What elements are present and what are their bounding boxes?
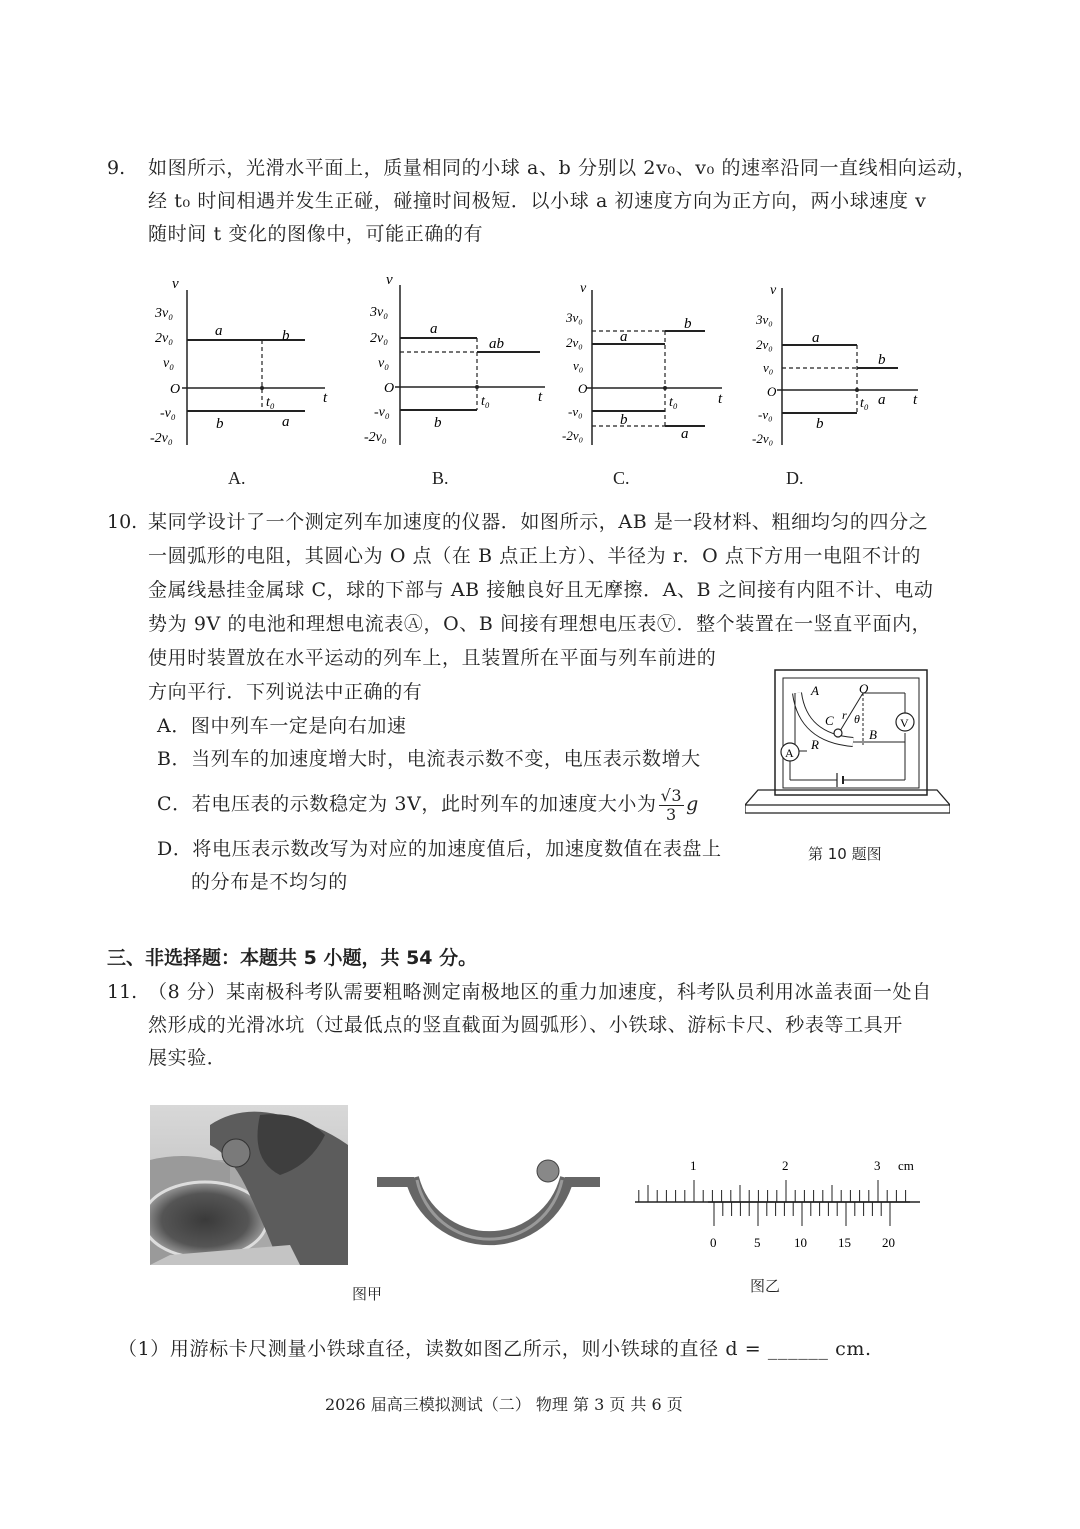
graph-c-label-b2: b xyxy=(620,412,628,428)
graph-d-t: t xyxy=(913,392,918,408)
graph-b-tick-2v0: 2v₀ xyxy=(370,331,389,346)
q11-line-3: 展实验． xyxy=(148,1047,227,1069)
graph-c-t: t xyxy=(718,391,723,407)
graph-b-v: v xyxy=(386,272,393,288)
graph-a-option-label: A. xyxy=(228,468,246,488)
q10-line-5: 使用时装置放在水平运动的列车上，且装置所在平面与列车前进的 xyxy=(148,647,717,669)
vernier-label: 5 xyxy=(754,1235,761,1250)
q10-number: 10. xyxy=(107,511,138,533)
fig10-label-c: C xyxy=(825,713,834,728)
section-3-title: 三、非选择题：本题共 5 小题，共 54 分。 xyxy=(107,947,478,969)
q11-line-1: （8 分）某南极科考队需要粗略测定南极地区的重力加速度，科考队员利用冰盖表面一处自 xyxy=(148,981,932,1003)
graph-a-tick-3v0: 3v₀ xyxy=(155,306,174,321)
q10-option-c-fraction xyxy=(659,787,685,824)
graph-c-tick-2v0: 2v₀ xyxy=(566,335,583,350)
main-scale-unit: cm xyxy=(898,1158,914,1173)
ammeter-label: A xyxy=(785,746,794,760)
q10-figure xyxy=(745,665,950,835)
graph-d-tick-neg-2v0: -2v₀ xyxy=(752,431,774,446)
q10-option-c-g: g xyxy=(686,793,699,815)
graph-c-tick-neg-2v0: -2v₀ xyxy=(562,428,584,443)
ice-pit-photo xyxy=(150,1105,348,1265)
vernier-label: 15 xyxy=(838,1235,851,1250)
q10-option-d-2: 的分布是不均匀的 xyxy=(191,871,348,893)
graph-b-tick-v0: v₀ xyxy=(378,356,390,371)
q10-option-b: B．当列车的加速度增大时，电流表示数不变，电压表示数增大 xyxy=(157,748,701,770)
q9-line-3: 随时间 t 变化的图像中，可能正确的有 xyxy=(148,223,484,245)
fraction-numerator: √3 xyxy=(660,785,683,805)
graph-b-tick-o: O xyxy=(384,381,395,396)
graph-a-tick-neg-v0: -v₀ xyxy=(160,406,176,421)
graph-d-tick-v0: v₀ xyxy=(763,360,774,375)
fig-a-caption: 图甲 xyxy=(352,1285,383,1303)
graph-b-option-label: B. xyxy=(432,468,449,488)
graph-a xyxy=(150,276,328,446)
main-scale-label: 2 xyxy=(782,1158,789,1173)
graph-b-t: t xyxy=(538,389,543,405)
fig10-label-r-resistor: R xyxy=(811,737,819,752)
q10-figure-caption: 第 10 题图 xyxy=(808,845,882,863)
graph-d xyxy=(752,283,918,446)
fig10-label-o: O xyxy=(859,681,869,696)
q10-line-4: 势为 9V 的电池和理想电流表Ⓐ，O、B 间接有理想电压表Ⓥ．整个装置在一竖直平面内， xyxy=(148,613,932,635)
graph-b-label-a: a xyxy=(430,321,438,337)
fig10-label-b: B xyxy=(869,727,877,742)
graph-a-t: t xyxy=(323,390,328,406)
q11-number: 11. xyxy=(107,981,138,1003)
graph-a-v: v xyxy=(172,276,179,292)
graph-d-option-label: D. xyxy=(786,468,804,488)
graph-a-label-b2: b xyxy=(216,416,224,432)
graph-a-tick-2v0: 2v₀ xyxy=(155,331,174,346)
pit-cross-section xyxy=(372,1155,607,1255)
graph-d-tick-neg-v0: -v₀ xyxy=(758,407,773,422)
q11-line-2: 然形成的光滑冰坑（过最低点的竖直截面为圆弧形）、小铁球、游标卡尺、秒表等工具开 xyxy=(148,1014,903,1036)
page-footer: 2026 届高三模拟测试（二） 物理 第 3 页 共 6 页 xyxy=(325,1395,683,1414)
graph-c-tick-v0: v₀ xyxy=(573,358,584,373)
q10-option-c xyxy=(157,782,699,826)
graph-c-v: v xyxy=(580,281,587,296)
graph-d-label-b1: b xyxy=(878,352,886,368)
graph-d-t0: t₀ xyxy=(860,396,869,411)
graph-d-tick-2v0: 2v₀ xyxy=(756,337,773,352)
graph-a-tick-v0: v₀ xyxy=(163,356,175,371)
graph-c-tick-o: O xyxy=(578,381,588,396)
main-scale-label: 3 xyxy=(874,1158,881,1173)
graph-b-tick-neg-v0: -v₀ xyxy=(374,405,390,420)
graph-b xyxy=(364,272,545,445)
vernier-caliper[interactable] xyxy=(630,1150,930,1260)
main-scale-label: 1 xyxy=(690,1158,697,1173)
q10-line-6: 方向平行．下列说法中正确的有 xyxy=(148,681,423,703)
q10-line-1: 某同学设计了一个测定列车加速度的仪器．如图所示，AB 是一段材料、粗细均匀的四分之 xyxy=(148,511,929,533)
graph-d-tick-3v0: 3v₀ xyxy=(756,312,773,327)
graph-c-label-a2: a xyxy=(681,426,689,442)
q10-option-d-1: D．将电压表示数改写为对应的加速度值后，加速度数值在表盘上 xyxy=(157,838,722,860)
graph-c-tick-3v0: 3v₀ xyxy=(566,310,583,325)
vernier-label: 0 xyxy=(710,1235,717,1250)
graph-b-t0: t₀ xyxy=(481,394,490,409)
fig10-label-theta: θ xyxy=(854,712,860,726)
graph-a-label-a1: a xyxy=(215,323,223,339)
q10-option-c-text: C．若电压表的示数稳定为 3V，此时列车的加速度大小为 xyxy=(157,793,657,815)
graph-a-tick-o: O xyxy=(170,382,181,397)
fig10-label-r: r xyxy=(842,708,847,722)
fig-b-caption: 图乙 xyxy=(750,1277,781,1295)
q9-graphs xyxy=(0,270,1080,500)
graph-c-t0: t₀ xyxy=(669,395,678,410)
q11-sub-1: （1）用游标卡尺测量小铁球直径，读数如图乙所示，则小铁球的直径 d = ______ cm. xyxy=(118,1338,872,1360)
graph-a-t0: t₀ xyxy=(266,395,275,410)
graph-d-tick-o: O xyxy=(767,384,777,399)
graph-d-label-a2: a xyxy=(878,392,886,408)
graph-d-v: v xyxy=(770,283,777,298)
graph-b-tick-neg-2v0: -2v₀ xyxy=(364,430,387,445)
graph-c-tick-neg-v0: -v₀ xyxy=(568,404,583,419)
voltmeter-label: V xyxy=(900,716,909,730)
graph-d-label-b2: b xyxy=(816,416,824,432)
q9-line-2: 经 t₀ 时间相遇并发生正碰，碰撞时间极短．以小球 a 初速度方向为正方向，两小球速度 v xyxy=(148,190,927,212)
graph-b-tick-3v0: 3v₀ xyxy=(370,305,389,320)
graph-d-label-a1: a xyxy=(812,330,820,346)
graph-c-option-label: C. xyxy=(613,468,630,488)
q9-line-1: 如图所示，光滑水平面上，质量相同的小球 a、b 分别以 2v₀、v₀ 的速率沿同一直线相向运动， xyxy=(148,157,977,179)
q10-line-3: 金属线悬挂金属球 C，球的下部与 AB 接触良好且无摩擦．A、B 之间接有内阻不计、电动 xyxy=(148,579,934,601)
vernier-label: 10 xyxy=(794,1235,807,1250)
graph-b-label-b: b xyxy=(434,415,442,431)
graph-a-tick-neg-2v0: -2v₀ xyxy=(150,431,173,446)
q10-option-a: A．图中列车一定是向右加速 xyxy=(157,715,407,737)
vernier-label: 20 xyxy=(882,1235,895,1250)
graph-a-label-a2: a xyxy=(282,414,290,430)
fraction-denominator: 3 xyxy=(665,804,677,824)
graph-b-label-ab: ab xyxy=(489,336,504,352)
q10-line-2: 一圆弧形的电阻，其圆心为 O 点（在 B 点正上方）、半径为 r．O 点下方用一电阻不计的 xyxy=(148,545,921,567)
graph-c-label-b1: b xyxy=(684,316,692,332)
q9-number: 9. xyxy=(107,157,126,179)
graph-a-label-b1: b xyxy=(282,328,290,344)
graph-c xyxy=(562,281,723,445)
fig10-label-a: A xyxy=(811,683,819,698)
graph-c-label-a1: a xyxy=(620,329,628,345)
